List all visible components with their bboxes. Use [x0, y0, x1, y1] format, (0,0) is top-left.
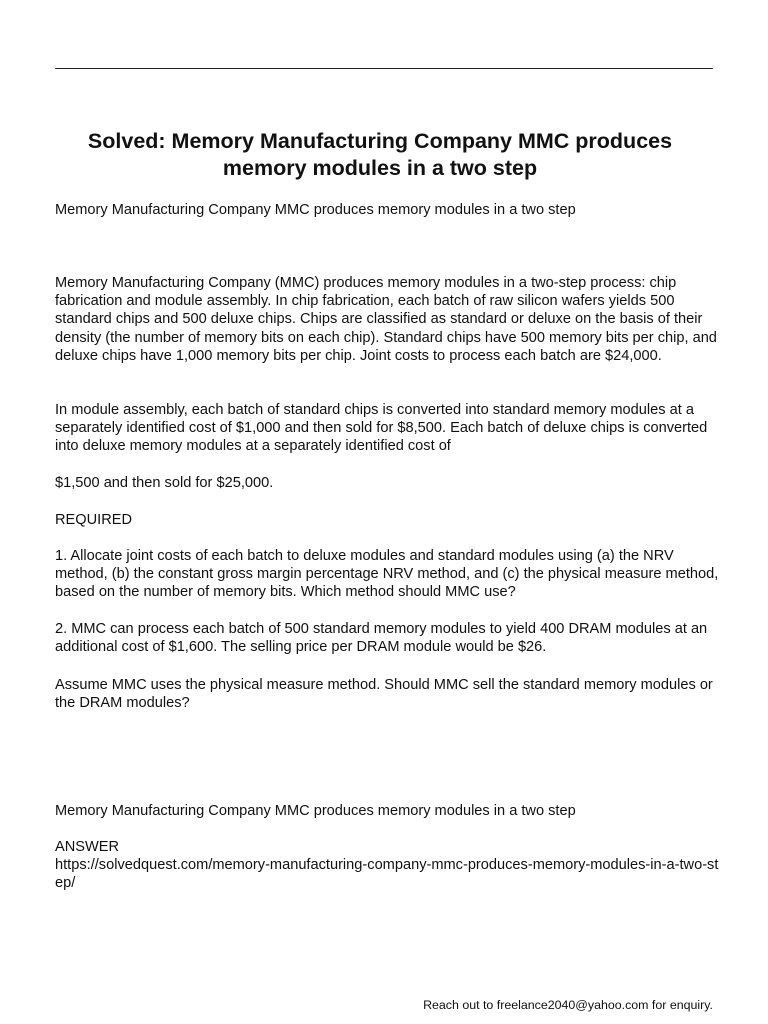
question-1: 1. Allocate joint costs of each batch to deluxe modules and standard modules using (a) the NRV method, (b) the constant gross margin percentage NRV method, and (c) the physical measure method, based on the number of memory bits. Which method should MMC use? [55, 548, 719, 601]
paragraph-module-assembly: In module assembly, each batch of standard chips is converted into standard memory modules at a separately identified cost of $1,000 and then sold for $8,500. Each batch of deluxe chips is converted into deluxe memory modules at a separately identified cost of [55, 402, 708, 455]
answer-label: ANSWER [55, 839, 120, 855]
question-2-follow-up: Assume MMC uses the physical measure method. Should MMC sell the standard memory modules or the DRAM modules? [55, 677, 713, 712]
paragraph-deluxe-cost: $1,500 and then sold for $25,000. [55, 475, 274, 491]
subtitle: Memory Manufacturing Company MMC produces memory modules in a two step [55, 202, 576, 218]
answer-link[interactable]: https://solvedquest.com/memory-manufacturing-company-mmc-produces-memory-modules-in-a-two-step/ [55, 857, 719, 892]
required-heading: REQUIRED [55, 512, 133, 528]
paragraph-chip-fabrication: Memory Manufacturing Company (MMC) produces memory modules in a two-step process: chip fabrication and module assembly. In chip fabrication, each batch of raw silicon wafers yields 500 standard chips and 500 deluxe chips. Chips are classified as standard or deluxe on the basis of their density (the number of memory bits on each chip). Standard chips have 500 memory bits per chip, and deluxe chips have 1,000 memory bits per chip. Joint costs to process each batch are $24,000. [55, 275, 717, 364]
top-divider [55, 68, 713, 69]
page-title: Solved: Memory Manufacturing Company MMC produces memory modules in a two step [87, 129, 673, 180]
question-2: 2. MMC can process each batch of 500 standard memory modules to yield 400 DRAM modules at an additional cost of $1,600. The selling price per DRAM module would be $26. [55, 621, 708, 656]
repeat-title: Memory Manufacturing Company MMC produces memory modules in a two step [55, 803, 576, 819]
footer-contact: Reach out to freelance2040@yahoo.com for enquiry. [423, 998, 713, 1012]
